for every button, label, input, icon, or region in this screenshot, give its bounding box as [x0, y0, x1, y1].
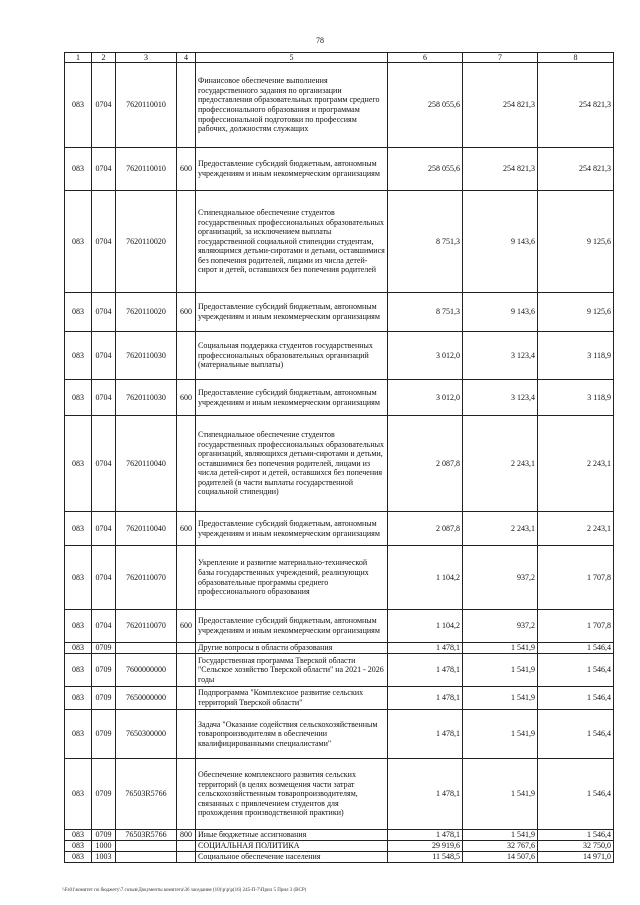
amount-col7: 1 541,9 [463, 687, 538, 710]
amount-col6: 1 478,1 [388, 710, 463, 759]
amount-col7: 1 541,9 [463, 759, 538, 830]
target-code: 7620110040 [116, 416, 177, 512]
amount-col7: 2 243,1 [463, 512, 538, 546]
expense-type: 600 [177, 148, 196, 191]
amount-col8: 9 125,6 [538, 191, 614, 293]
amount-col6: 8 751,3 [388, 293, 463, 332]
file-path-footer: \\Fs01\комитет по бюджету\7 созыв\Документы комитета\36 заседание (10)\р\р\р(16) 245-П-7\Прил 5 Прил 3 (ВСР) [62, 888, 307, 893]
target-code [116, 643, 177, 654]
target-code: 7650000000 [116, 687, 177, 710]
header-cell: 7 [463, 53, 538, 63]
section-code: 0709 [92, 687, 116, 710]
table-row [65, 380, 614, 416]
table-row [65, 512, 614, 546]
amount-col8: 1 546,4 [538, 687, 614, 710]
item-name: Подпрограмма "Комплексное развитие сельских территорий Тверской области" [196, 687, 388, 710]
amount-col7: 2 243,1 [463, 416, 538, 512]
header-cell: 8 [538, 53, 614, 63]
expense-type [177, 654, 196, 687]
amount-col6: 11 548,5 [388, 852, 463, 863]
amount-col8: 2 243,1 [538, 416, 614, 512]
admin-code: 083 [65, 63, 92, 148]
amount-col7: 32 767,6 [463, 841, 538, 852]
admin-code: 083 [65, 148, 92, 191]
admin-code: 083 [65, 759, 92, 830]
item-name: Государственная программа Тверской области "Сельское хозяйство Тверской области" на 2021 - 2026 годы [196, 654, 388, 687]
admin-code: 083 [65, 293, 92, 332]
amount-col6: 258 055,6 [388, 63, 463, 148]
amount-col6: 1 104,2 [388, 546, 463, 610]
item-name: Предоставление субсидий бюджетным, автономным учреждениям и иным некоммерческим организациям [196, 610, 388, 643]
admin-code: 083 [65, 710, 92, 759]
expense-type: 600 [177, 610, 196, 643]
item-name: Другие вопросы в области образования [196, 643, 388, 654]
amount-col8: 1 546,4 [538, 710, 614, 759]
amount-col7: 1 541,9 [463, 654, 538, 687]
amount-col6: 29 919,6 [388, 841, 463, 852]
item-name: Обеспечение комплексного развития сельских территорий (в целях возмещения части затрат сельскохозяйственным товаропроизводителям, связанных с привлечением студентов для прохождения производственной практики) [196, 759, 388, 830]
admin-code: 083 [65, 841, 92, 852]
item-name: Укрепление и развитие материально-технической базы государственных учреждений, реализующих образовательные программы среднего профессионального образования [196, 546, 388, 610]
expense-type [177, 759, 196, 830]
expense-type [177, 852, 196, 863]
admin-code: 083 [65, 416, 92, 512]
item-name: Иные бюджетные ассигнования [196, 830, 388, 841]
table-row [65, 546, 614, 610]
section-code: 0704 [92, 610, 116, 643]
admin-code: 083 [65, 852, 92, 863]
section-code: 0704 [92, 293, 116, 332]
target-code: 7620110030 [116, 332, 177, 380]
table-row [65, 63, 614, 148]
section-code: 0704 [92, 512, 116, 546]
expense-type: 600 [177, 293, 196, 332]
table-row [65, 416, 614, 512]
amount-col6: 8 751,3 [388, 191, 463, 293]
expense-type: 600 [177, 380, 196, 416]
amount-col6: 3 012,0 [388, 380, 463, 416]
expense-type: 800 [177, 830, 196, 841]
amount-col8: 1 546,4 [538, 654, 614, 687]
table-row [65, 191, 614, 293]
target-code: 7620110010 [116, 148, 177, 191]
target-code [116, 841, 177, 852]
amount-col8: 2 243,1 [538, 512, 614, 546]
amount-col7: 1 541,9 [463, 710, 538, 759]
header-cell: 5 [196, 53, 388, 63]
admin-code: 083 [65, 687, 92, 710]
amount-col6: 1 478,1 [388, 654, 463, 687]
expense-type [177, 332, 196, 380]
amount-col6: 1 478,1 [388, 830, 463, 841]
item-name: Финансовое обеспечение выполнения государственного задания по организации предоставления образовательных программ среднего профессионального образования и программам профессиональной подготовки по профессиям рабочих, должностям служащих [196, 63, 388, 148]
admin-code: 083 [65, 610, 92, 643]
amount-col8: 1 546,4 [538, 643, 614, 654]
target-code: 76503R5766 [116, 830, 177, 841]
amount-col8: 1 707,8 [538, 546, 614, 610]
amount-col7: 14 507,6 [463, 852, 538, 863]
amount-col8: 14 971,0 [538, 852, 614, 863]
admin-code: 083 [65, 654, 92, 687]
amount-col6: 3 012,0 [388, 332, 463, 380]
section-code: 0704 [92, 380, 116, 416]
item-name: Предоставление субсидий бюджетным, автономным учреждениям и иным некоммерческим организациям [196, 293, 388, 332]
amount-col8: 3 118,9 [538, 380, 614, 416]
admin-code: 083 [65, 546, 92, 610]
target-code: 7650300000 [116, 710, 177, 759]
item-name: Предоставление субсидий бюджетным, автономным учреждениям и иным некоммерческим организациям [196, 512, 388, 546]
amount-col6: 2 087,8 [388, 416, 463, 512]
header-cell: 2 [92, 53, 116, 63]
amount-col7: 1 541,9 [463, 643, 538, 654]
table-row [65, 841, 614, 852]
table-row [65, 654, 614, 687]
item-name: Социальное обеспечение населения [196, 852, 388, 863]
amount-col6: 1 478,1 [388, 687, 463, 710]
budget-table [64, 52, 614, 863]
expense-type [177, 546, 196, 610]
item-name: Стипендиальное обеспечение студентов государственных профессиональных образовательных организаций, являющихся детьми-сиротами и детьми, оставшимися без попечения родителей, лицами из числа детей-сирот и детей, оставшихся без попечения родителей (в части выплаты государственной социальной стипендии) [196, 416, 388, 512]
expense-type [177, 643, 196, 654]
section-code: 0704 [92, 546, 116, 610]
table-row [65, 293, 614, 332]
item-name: СОЦИАЛЬНАЯ ПОЛИТИКА [196, 841, 388, 852]
section-code: 0704 [92, 148, 116, 191]
section-code: 1003 [92, 852, 116, 863]
target-code: 76503R5766 [116, 759, 177, 830]
target-code [116, 852, 177, 863]
section-code: 0704 [92, 63, 116, 148]
amount-col8: 9 125,6 [538, 293, 614, 332]
amount-col8: 254 821,3 [538, 63, 614, 148]
expense-type [177, 63, 196, 148]
amount-col7: 254 821,3 [463, 148, 538, 191]
expense-type [177, 710, 196, 759]
item-name: Стипендиальное обеспечение студентов государственных профессиональных образовательных организаций, за исключением выплаты государственной социальной стипендии студентам, являющимся детьми-сиротами и детьми, оставшимися без попечения родителей, лицами из числа детей-сирот и детей, оставшихся без попечения родителей [196, 191, 388, 293]
amount-col6: 1 478,1 [388, 759, 463, 830]
header-row [65, 53, 614, 63]
table-row [65, 852, 614, 863]
table-row [65, 610, 614, 643]
amount-col7: 254 821,3 [463, 63, 538, 148]
header-cell: 3 [116, 53, 177, 63]
item-name: Предоставление субсидий бюджетным, автономным учреждениям и иным некоммерческим организациям [196, 380, 388, 416]
section-code: 0704 [92, 332, 116, 380]
section-code: 0709 [92, 654, 116, 687]
section-code: 0704 [92, 191, 116, 293]
amount-col6: 1 104,2 [388, 610, 463, 643]
target-code: 7620110020 [116, 293, 177, 332]
target-code: 7620110070 [116, 610, 177, 643]
table-row [65, 332, 614, 380]
target-code: 7620110030 [116, 380, 177, 416]
item-name: Задача "Оказание содействия сельскохозяйственным товаропроизводителям в обеспечении квалифицированными специалистами" [196, 710, 388, 759]
target-code: 7620110070 [116, 546, 177, 610]
amount-col7: 1 541,9 [463, 830, 538, 841]
amount-col7: 937,2 [463, 546, 538, 610]
amount-col8: 3 118,9 [538, 332, 614, 380]
amount-col6: 258 055,6 [388, 148, 463, 191]
amount-col8: 1 707,8 [538, 610, 614, 643]
header-cell: 1 [65, 53, 92, 63]
admin-code: 083 [65, 643, 92, 654]
section-code: 0709 [92, 643, 116, 654]
table-row [65, 148, 614, 191]
admin-code: 083 [65, 380, 92, 416]
item-name: Социальная поддержка студентов государственных профессиональных образовательных организаций (материальные выплаты) [196, 332, 388, 380]
expense-type [177, 687, 196, 710]
admin-code: 083 [65, 512, 92, 546]
section-code: 0704 [92, 416, 116, 512]
item-name: Предоставление субсидий бюджетным, автономным учреждениям и иным некоммерческим организациям [196, 148, 388, 191]
amount-col8: 32 750,0 [538, 841, 614, 852]
expense-type [177, 416, 196, 512]
table-row [65, 710, 614, 759]
section-code: 0709 [92, 830, 116, 841]
admin-code: 083 [65, 830, 92, 841]
amount-col7: 937,2 [463, 610, 538, 643]
section-code: 0709 [92, 759, 116, 830]
target-code: 7620110020 [116, 191, 177, 293]
amount-col8: 1 546,4 [538, 759, 614, 830]
target-code: 7600000000 [116, 654, 177, 687]
amount-col7: 3 123,4 [463, 332, 538, 380]
target-code: 7620110040 [116, 512, 177, 546]
amount-col7: 9 143,6 [463, 293, 538, 332]
amount-col6: 2 087,8 [388, 512, 463, 546]
amount-col8: 254 821,3 [538, 148, 614, 191]
amount-col8: 1 546,4 [538, 830, 614, 841]
target-code: 7620110010 [116, 63, 177, 148]
amount-col7: 3 123,4 [463, 380, 538, 416]
table-row [65, 687, 614, 710]
table-row [65, 643, 614, 654]
expense-type: 600 [177, 512, 196, 546]
section-code: 1000 [92, 841, 116, 852]
expense-type [177, 191, 196, 293]
table-row [65, 830, 614, 841]
expense-type [177, 841, 196, 852]
amount-col7: 9 143,6 [463, 191, 538, 293]
header-cell: 6 [388, 53, 463, 63]
table-row [65, 759, 614, 830]
admin-code: 083 [65, 332, 92, 380]
header-cell: 4 [177, 53, 196, 63]
section-code: 0709 [92, 710, 116, 759]
amount-col6: 1 478,1 [388, 643, 463, 654]
admin-code: 083 [65, 191, 92, 293]
page-number: 78 [316, 36, 324, 45]
